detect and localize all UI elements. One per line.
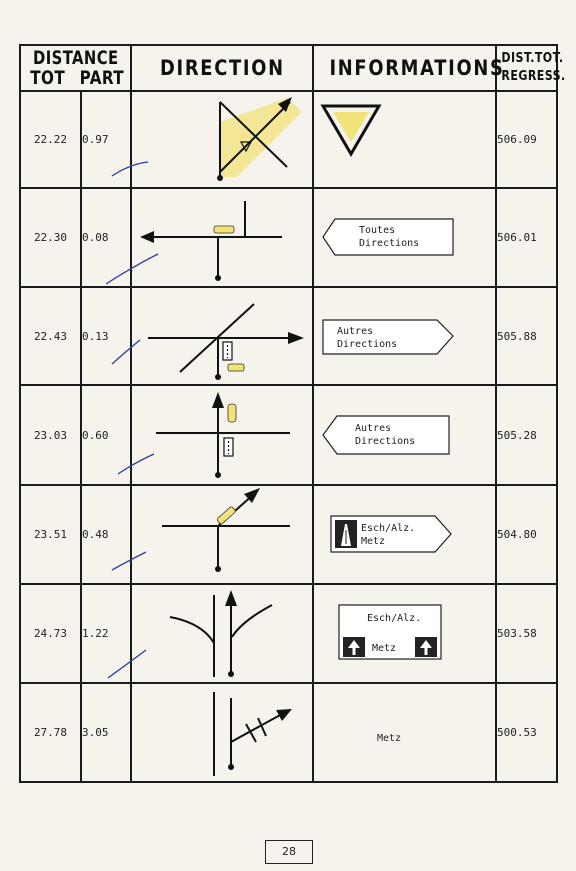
panel-sign-icon [315,585,495,682]
direction-cell [131,91,313,188]
part-label: PART [79,67,125,89]
tot-cell: 27.78 [20,683,81,782]
tot-cell: 22.22 [20,91,81,188]
table-row [20,91,557,188]
distance-label: DISTANCE [32,47,119,69]
regress-cell: 506.09 [496,91,557,188]
direction-cell [131,683,313,782]
plain-sign-text [315,684,495,781]
route-diagram [132,288,312,384]
table-row [20,188,557,287]
tot-cell: 24.73 [20,584,81,683]
info-cell [313,584,496,683]
regress-cell: 505.28 [496,385,557,485]
table-row [20,584,557,683]
direction-header: DIRECTION [131,45,313,91]
direction-cell [131,485,313,584]
sign-line1: Esch/Alz. [360,523,415,534]
tot-cell: 23.51 [20,485,81,584]
sign-line1: Metz [376,733,401,744]
regress-cell: 504.80 [496,485,557,584]
part-cell: 0.60 [81,385,131,485]
direction-sign-icon [315,288,495,384]
route-diagram [132,585,312,682]
table-row [20,287,557,385]
direction-cell [131,385,313,485]
sign-line2: Directions [354,436,415,447]
route-diagram [132,386,312,484]
part-cell: 0.13 [81,287,131,385]
direction-sign-icon [315,189,495,286]
page-number: 28 [265,840,313,864]
motorway-sign-icon [315,486,495,583]
regress-cell: 500.53 [496,683,557,782]
sign-line2: Metz [360,536,385,547]
informations-header: INFORMATIONS [313,45,496,91]
sign-line1: Esch/Alz. [366,613,421,624]
sign-line2: Directions [336,339,397,350]
table-row [20,683,557,782]
tot-label: TOT [30,67,66,89]
table-row [20,485,557,584]
info-cell [313,188,496,287]
tot-cell: 22.30 [20,188,81,287]
regress-header [496,45,566,91]
info-cell [313,385,496,485]
header-row [20,45,557,91]
roadbook-table [19,44,566,783]
tot-cell: 22.43 [20,287,81,385]
info-cell [313,287,496,385]
part-cell: 0.08 [81,188,131,287]
sign-line1: Autres [336,326,373,337]
info-cell [313,485,496,584]
sign-line2: Directions [358,238,419,249]
sign-line2: Metz [371,643,396,654]
direction-cell [131,584,313,683]
regress-line2: REGRESS. [501,69,566,84]
part-cell: 1.22 [81,584,131,683]
info-cell [313,683,496,782]
part-cell: 0.48 [81,485,131,584]
regress-cell: 506.01 [496,188,557,287]
sign-line1: Toutes [358,225,395,236]
info-cell [313,91,496,188]
route-diagram [132,486,312,583]
yield-sign-icon [315,92,495,187]
table-row [20,385,557,485]
part-cell: 0.97 [81,91,131,188]
regress-line1: DIST.TOT. [501,51,564,66]
tot-cell: 23.03 [20,385,81,485]
direction-cell [131,287,313,385]
regress-cell: 503.58 [496,584,557,683]
route-diagram [132,92,312,187]
direction-cell [131,188,313,287]
direction-sign-icon [315,386,495,484]
part-cell: 3.05 [81,683,131,782]
route-diagram [132,189,312,286]
sign-line1: Autres [354,423,391,434]
distance-header [20,45,131,91]
route-diagram [132,684,312,781]
regress-cell: 505.88 [496,287,557,385]
